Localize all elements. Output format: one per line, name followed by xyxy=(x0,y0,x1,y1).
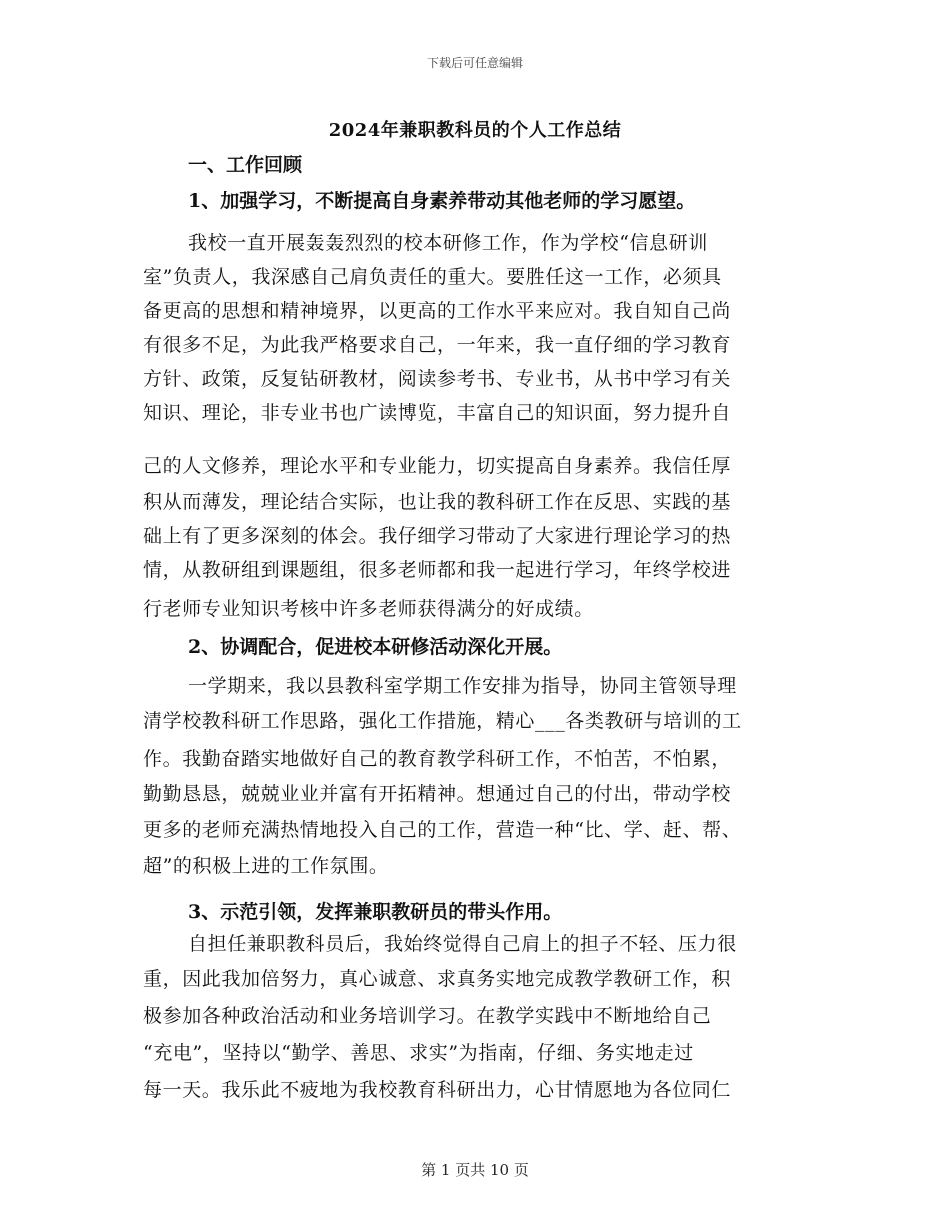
paragraph-3-line: 每一天。我乐此不疲地为我校教育科研出力，心甘情愿地为各位同仁 xyxy=(143,1079,732,1101)
paragraph-3-line: “充电”，坚持以“勤学、善思、求实”为指南，仔细、务实地走过 xyxy=(143,1042,694,1064)
document-title: 2024年兼职教科员的个人工作总结 xyxy=(328,120,622,141)
paragraph-1-line: 础上有了更多深刻的体会。我仔细学习带动了大家进行理论学习的热 xyxy=(143,525,732,547)
paragraph-3-line: 重，因此我加倍努力，真心诚意、求真务实地完成教学教研工作，积 xyxy=(143,968,732,990)
paragraph-1-line: 有很多不足，为此我严格要求自己，一年来，我一直仔细的学习教育 xyxy=(143,334,732,356)
paragraph-1-line: 积从而薄发，理论结合实际，也让我的教科研工作在反思、实践的基 xyxy=(143,491,732,513)
page-header: 下载后可任意编辑 xyxy=(426,56,523,70)
paragraph-1-line: 我校一直开展轰轰烈烈的校本研修工作，作为学校“信息研训 xyxy=(188,232,708,254)
paragraph-1-line: 情，从教研组到课题组，很多老师都和我一起进行学习，年终学校进 xyxy=(143,559,732,581)
subheading-3: 3、示范引领，发挥兼职教研员的带头作用。 xyxy=(188,901,563,923)
paragraph-1-line: 备更高的思想和精神境界，以更高的工作水平来应对。我自知自己尚 xyxy=(143,300,732,322)
paragraph-1-line: 方针、政策，反复钻研教材，阅读参考书、专业书，从书中学习有关 xyxy=(143,368,732,390)
paragraph-1-line: 知识、理论，非专业书也广读博览，丰富自己的知识面，努力提升自 xyxy=(143,402,732,424)
section-heading: 一、工作回顾 xyxy=(188,154,303,176)
page-footer: 第 1 页共 10 页 xyxy=(421,1161,529,1179)
paragraph-2-line: 勤勤恳恳，兢兢业业并富有开拓精神。想通过自己的付出，带动学校 xyxy=(143,783,732,805)
paragraph-2-line: 一学期来，我以县教科室学期工作安排为指导，协同主管领导理 xyxy=(188,675,737,697)
paragraph-3-line: 自担任兼职教科员后，我始终觉得自己肩上的担子不轻、压力很 xyxy=(188,933,737,955)
paragraph-1-line: 行老师专业知识考核中许多老师获得满分的好成绩。 xyxy=(143,598,594,620)
paragraph-2-line: 更多的老师充满热情地投入自己的工作，营造一种“比、学、赶、帮、 xyxy=(143,819,742,841)
paragraph-3-line: 极参加各种政治活动和业务培训学习。在教学实践中不断地给自己 xyxy=(143,1005,712,1027)
subheading-2: 2、协调配合，促进校本研修活动深化开展。 xyxy=(188,636,563,658)
paragraph-2-line: 超”的积极上进的工作氛围。 xyxy=(143,855,389,877)
paragraph-2-line: 清学校教科研工作思路，强化工作措施，精心___各类教研与培训的工 xyxy=(143,710,742,732)
subheading-1: 1、加强学习，不断提高自身素养带动其他老师的学习愿望。 xyxy=(188,190,696,212)
paragraph-1-line: 室”负责人，我深感自己肩负责任的重大。要胜任这一工作，必须具 xyxy=(143,266,722,288)
paragraph-2-line: 作。我勤奋踏实地做好自己的教育教学科研工作，不怕苦，不怕累， xyxy=(143,748,732,770)
paragraph-1-line: 己的人文修养，理论水平和专业能力，切实提高自身素养。我信任厚 xyxy=(143,455,732,477)
